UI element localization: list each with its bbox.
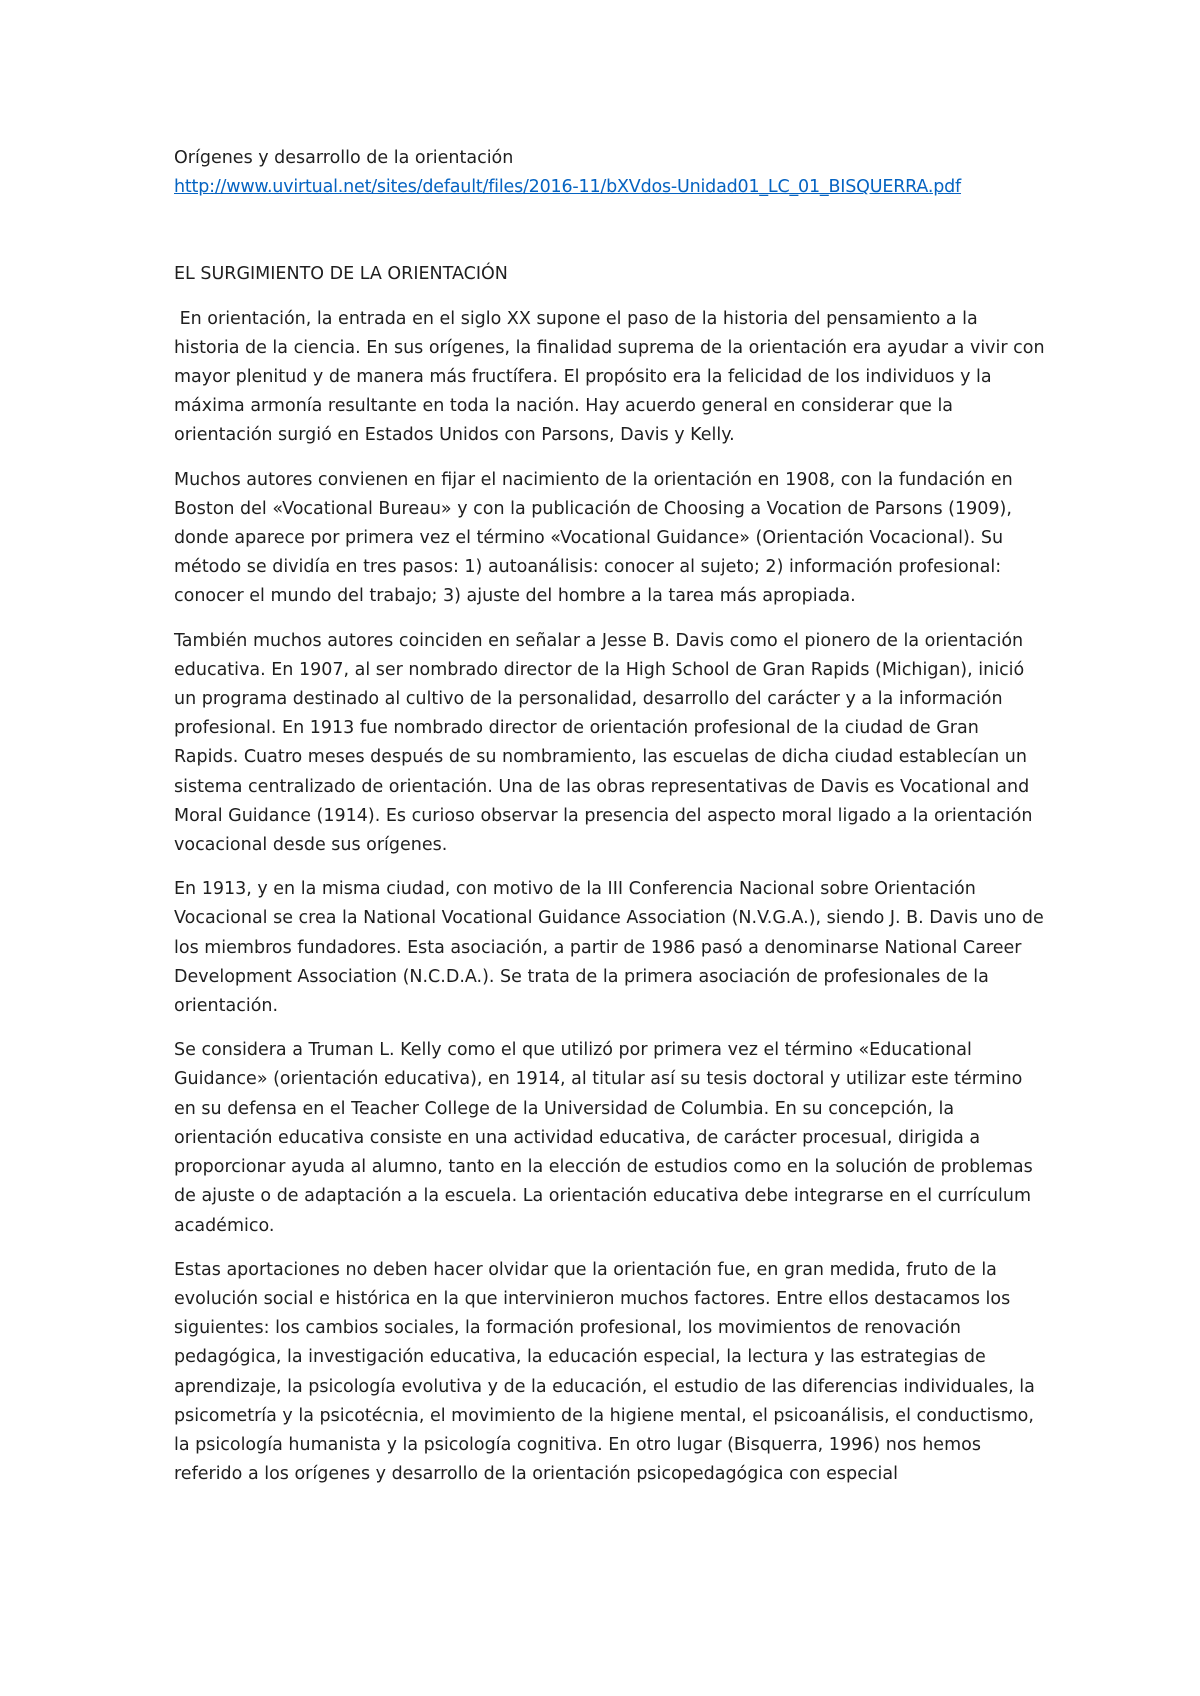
paragraph-davis: También muchos autores coinciden en señalar a Jesse B. Davis como el pionero de la orientación educativa. En 1907, al ser nombrado director de la High School de Gran Rapids (Michigan), inició un programa destinado al cultivo de la personalidad, desarrollo del carácter y a la información profesional. En 1913 fue nombrado director de orientación profesional de la ciudad de Gran Rapids. Cuatro meses después de su nombramiento, las escuelas de dicha ciudad establecían un sistema centralizado de orientación. Una de las obras representativas de Davis es Vocational and Moral Guidance (1914). Es curioso observar la presencia del aspecto moral ligado a la orientación vocacional desde sus orígenes. bbox=[174, 630, 1033, 856]
paragraph-parsons: Muchos autores convienen en fijar el nacimiento de la orientación en 1908, con la fundación en Boston del «Vocational Bureau» y con la publicación de Choosing a Vocation de Parsons (1909), donde aparece por primera vez el término «Vocational Guidance» (Orientación Vocacional). Su método se dividía en tres pasos: 1) autoanálisis: conocer al sujeto; 2) información profesional: conocer el mundo del trabajo; 3) ajuste del hombre a la tarea más apropiada. bbox=[174, 469, 1013, 607]
document-title: Orígenes y desarrollo de la orientación bbox=[174, 148, 514, 168]
section-heading: EL SURGIMIENTO DE LA ORIENTACIÓN bbox=[174, 264, 508, 285]
paragraph-intro: En orientación, la entrada en el siglo XX supone el paso de la historia del pensamiento a la historia de la ciencia. En sus orígenes, la finalidad suprema de la orientación era ayudar a vivir con mayor plenitud y de manera más fructífera. El propósito era la felicidad de los individuos y la máxima armonía resultante en toda la nación. Hay acuerdo general en considerar que la orientación surgió en Estados Unidos con Parsons, Davis y Kelly. bbox=[174, 308, 1051, 446]
document-body bbox=[174, 144, 1051, 1489]
paragraph-factors: Estas aportaciones no deben hacer olvidar que la orientación fue, en gran medida, fruto de la evolución social e histórica en la que intervinieron muchos factores. Entre ellos destacamos los siguientes: los cambios sociales, la formación profesional, los movimientos de renovación pedagógica, la investigación educativa, la educación especial, la lectura y las estrategias de aprendizaje, la psicología evolutiva y de la educación, el estudio de las diferencias individuales, la psicometría y la psicotécnia, el movimiento de la higiene mental, el psicoanálisis, el conductismo, la psicología humanista y la psicología cognitiva. En otro lugar (Bisquerra, 1996) nos hemos referido a los orígenes y desarrollo de la orientación psicopedagógica con especial bbox=[174, 1259, 1035, 1485]
source-link[interactable]: http://www.uvirtual.net/sites/default/files/2016-11/bXVdos-Unidad01_LC_01_BISQUERRA.pdf bbox=[174, 177, 962, 198]
paragraph-nvga: En 1913, y en la misma ciudad, con motivo de la III Conferencia Nacional sobre Orientación Vocacional se crea la National Vocational Guidance Association (N.V.G.A.), siendo J. B. Davis uno de los miembros fundadores. Esta asociación, a partir de 1986 pasó a denominarse National Career Development Association (N.C.D.A.). Se trata de la primera asociación de profesionales de la orientación. bbox=[174, 879, 1044, 1017]
paragraph-kelly: Se considera a Truman L. Kelly como el que utilizó por primera vez el término «Educational Guidance» (orientación educativa), en 1914, al titular así su tesis doctoral y utilizar este término en su defensa en el Teacher College de la Universidad de Columbia. En su concepción, la orientación educativa consiste en una actividad educativa, de carácter procesual, dirigida a proporcionar ayuda al alumno, tanto en la elección de estudios como en la solución de problemas de ajuste o de adaptación a la escuela. La orientación educativa debe integrarse en el currículum académico. bbox=[174, 1040, 1033, 1236]
